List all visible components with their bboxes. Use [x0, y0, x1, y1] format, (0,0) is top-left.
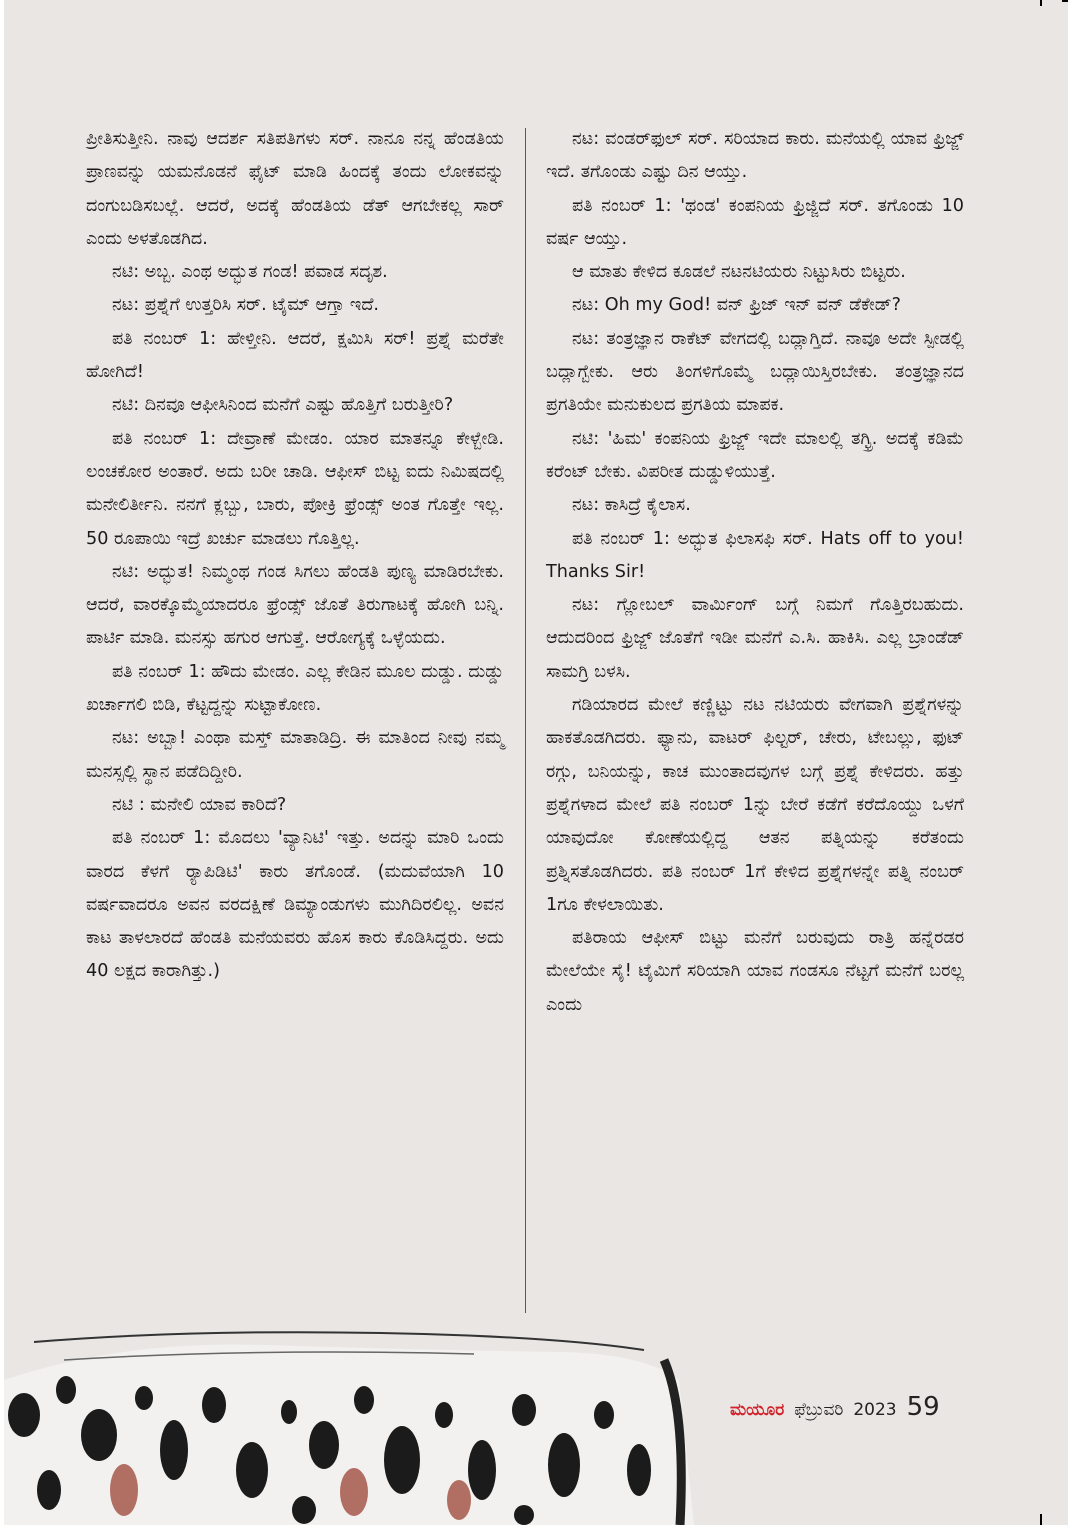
right-text-column — [546, 123, 964, 1022]
paragraph: ನಟ: Oh my God! ವನ್ ಫ್ರಿಜ್ ಇನ್ ವನ್ ಡೆಕೇಡ್? — [572, 295, 902, 316]
paragraph: ಗಡಿಯಾರದ ಮೇಲೆ ಕಣ್ಣಿಟ್ಟು ನಟ ನಟಿಯರು ವೇಗವಾಗಿ ಪ್ರಶ್ನೆಗಳನ್ನು ಹಾಕತೊಡಗಿದರು. ಫ್ಯಾನು, ವಾಟರ್ ಫಿಲ್ಟರ್, ಚೇರು, ಟೇಬಲ್ಲು, ಫುಟ್ ರಗ್ಗು, ಬನಿಯನ್ನು, ಕಾಚ ಮುಂತಾದವುಗಳ ಬಗ್ಗೆ ಪ್ರಶ್ನೆ ಕೇಳಿದರು. ಹತ್ತು ಪ್ರಶ್ನೆಗಳಾದ ಮೇಲೆ ಪತಿ ನಂಬರ್ 1ನ್ನು ಬೇರೆ ಕಡೆಗೆ ಕರೆದೊಯ್ದು ಒಳಗೆ ಯಾವುದೋ ಕೋಣೆಯಲ್ಲಿದ್ದ ಆತನ ಪತ್ನಿಯನ್ನು ಕರೆತಂದು ಪ್ರಶ್ನಿಸತೊಡಗಿದರು. ಪತಿ ನಂಬರ್ 1ಗೆ ಕೇಳಿದ ಪ್ರಶ್ನೆಗಳನ್ನೇ ಪತ್ನಿ ನಂಬರ್ 1ಗೂ ಕೇಳಲಾಯಿತು. — [546, 695, 964, 915]
page-footer — [730, 1392, 940, 1428]
paragraph: ನಟಿ: 'ಹಿಮ' ಕಂಪನಿಯ ಫ್ರಿಜ್ಜ್ ಇದೇ ಮಾಲಲ್ಲಿ ತಗ್ಳ್ರಿ. ಅದಕ್ಕೆ ಕಡಿಮೆ ಕರೆಂಟ್ ಬೇಕು. ವಿಪರೀತ ದುಡ್ಡುಳಿಯುತ್ತೆ. — [546, 428, 964, 482]
paragraph: ನಟಿ : ಮನೇಲಿ ಯಾವ ಕಾರಿದೆ? — [112, 794, 287, 815]
paragraph: ನಟಿ: ದಿನವೂ ಆಫೀಸಿನಿಂದ ಮನೆಗೆ ಎಷ್ಟು ಹೊತ್ತಿಗೆ ಬರುತ್ತೀರಿ? — [112, 395, 454, 416]
page-number: 59 — [906, 1392, 940, 1422]
magazine-name: ಮಯೂರ — [730, 1400, 785, 1420]
crop-mark — [1040, 0, 1042, 6]
paragraph: ನಟ: ಕಾಸಿದ್ರೆ ಕೈಲಾಸ. — [572, 495, 691, 516]
paragraph: ಪತಿ ನಂಬರ್ 1: ಹೇಳ್ತೀನಿ. ಆದರೆ, ಕ್ಷಮಿಸಿ ಸರ್! ಪ್ರಶ್ನೆ ಮರೆತೇ ಹೋಗಿದೆ! — [86, 328, 504, 383]
paragraph: ಪತಿ ನಂಬರ್ 1: ದೇವ್ರಾಣೆ ಮೇಡಂ. ಯಾರ ಮಾತನ್ನೂ ಕೇಳ್ಬೇಡಿ. ಲಂಚಕೋರ ಅಂತಾರೆ. ಅದು ಬರೀ ಚಾಡಿ. ಆಫೀಸ್ ಬಿಟ್ಟ ಐದು ನಿಮಿಷದಲ್ಲಿ ಮನೇಲಿರ್ತೀನಿ. ನನಗೆ ಕ್ಲಬ್ಬು, ಬಾರು, ಪೋಕ್ರಿ ಫ್ರೆಂಡ್ಸ್ ಅಂತ ಗೊತ್ತೇ ಇಲ್ಲ. 50 ರೂಪಾಯಿ ಇದ್ರೆ ಖರ್ಚು ಮಾಡಲು ಗೊತ್ತಿಲ್ಲ. — [86, 428, 504, 549]
magazine-page — [4, 0, 1068, 1525]
paragraph: ನಟ: ಅಬ್ಬಾ! ಎಂಥಾ ಮಸ್ತ್ ಮಾತಾಡಿದ್ರಿ. ಈ ಮಾತಿಂದ ನೀವು ನಮ್ಮ ಮನಸ್ಸಲ್ಲಿ ಸ್ಥಾನ ಪಡೆದಿದ್ದೀರಿ. — [86, 728, 504, 782]
paragraph: ಪತಿ ನಂಬರ್ 1: ಮೊದಲು 'ವ್ಯಾನಿಟಿ' ಇತ್ತು. ಅದನ್ನು ಮಾರಿ ಒಂದು ವಾರದ ಕೆಳಗೆ ರ‍್ಯಾಪಿಡಿಟಿ' ಕಾರು ತಗೊಂಡೆ. (ಮದುವೆಯಾಗಿ 10 ವರ್ಷವಾದರೂ ಅವನ ವರದಕ್ಷಿಣೆ ಡಿಮ್ಯಾಂಡುಗಳು ಮುಗಿದಿರಲಿಲ್ಲ. ಅವನ ಕಾಟ ತಾಳಲಾರದೆ ಹೆಂಡತಿ ಮನೆಯವರು ಹೊಸ ಕಾರು ಕೊಡಿಸಿದ್ದರು. ಅದು 40 ಲಕ್ಷದ ಕಾರಾಗಿತ್ತು.) — [86, 828, 504, 982]
paragraph: ನಟ: ಗ್ಲೋಬಲ್ ವಾರ್ಮಿಂಗ್ ಬಗ್ಗೆ ನಿಮಗೆ ಗೊತ್ತಿರಬಹುದು. ಆದುದರಿಂದ ಫ್ರಿಜ್ಜ್ ಜೊತೆಗೆ ಇಡೀ ಮನೆಗೆ ಎ.ಸಿ. ಹಾಕಿಸಿ. ಎಲ್ಲ ಬ್ರಾಂಡೆಡ್ ಸಾಮಗ್ರಿ ಬಳಸಿ. — [546, 595, 964, 682]
paragraph: ಪತಿ ನಂಬರ್ 1: ಅದ್ಭುತ ಫಿಲಾಸಫಿ ಸರ್. Hats off to you! Thanks Sir! — [546, 528, 964, 582]
paragraph: ನಟ: ಪ್ರಶ್ನೆಗೆ ಉತ್ತರಿಸಿ ಸರ್. ಟೈಮ್ ಆಗ್ತಾ ಇದೆ. — [112, 295, 379, 316]
paragraph: ಪತಿರಾಯ ಆಫೀಸ್ ಬಿಟ್ಟು ಮನೆಗೆ ಬರುವುದು ರಾತ್ರಿ ಹನ್ನೆರಡರ ಮೇಲೆಯೇ ಸೈ! ಟೈಮಿಗೆ ಸರಿಯಾಗಿ ಯಾವ ಗಂಡಸೂ ನೆಟ್ಟಗೆ ಮನೆಗೆ ಬರಲ್ಲ ಎಂದು — [546, 928, 964, 1015]
paragraph: ನಟ: ತಂತ್ರಜ್ಞಾನ ರಾಕೆಟ್ ವೇಗದಲ್ಲಿ ಬದ್ಲಾಗ್ತಿದೆ. ನಾವೂ ಅದೇ ಸ್ಪೀಡಲ್ಲಿ ಬದ್ಲಾಗ್ಬೇಕು. ಆರು ತಿಂಗಳಿಗೊಮ್ಮೆ ಬದ್ಲಾಯಿಸ್ತಿರಬೇಕು. ತಂತ್ರಜ್ಞಾನದ ಪ್ರಗತಿಯೇ ಮನುಕುಲದ ಪ್ರಗತಿಯ ಮಾಪಕ. — [546, 328, 964, 416]
issue-month: ಫೆಬ್ರುವರಿ — [794, 1400, 844, 1420]
paragraph: ಆ ಮಾತು ಕೇಳಿದ ಕೂಡಲೆ ನಟನಟಿಯರು ನಿಟ್ಟುಸಿರು ಬಿಟ್ಟರು. — [572, 262, 906, 283]
paragraph: ಪತಿ ನಂಬರ್ 1: 'ಥಂಡ' ಕಂಪನಿಯ ಫ್ರಿಜ್ಜಿದೆ ಸರ್. ತಗೊಂಡು 10 ವರ್ಷ ಆಯ್ತು. — [546, 195, 964, 249]
paragraph: ಪ್ರೀತಿಸುತ್ತೀನಿ. ನಾವು ಆದರ್ಶ ಸತಿಪತಿಗಳು ಸರ್. ನಾನೂ ನನ್ನ ಹೆಂಡತಿಯ ಪ್ರಾಣವನ್ನು ಯಮನೊಡನೆ ಫೈಟ್ ಮಾಡಿ ಹಿಂದಕ್ಕೆ ತಂದು ಲೋಕವನ್ನು ದಂಗುಬಡಿಸಬಲ್ಲೆ. ಆದರೆ, ಅದಕ್ಕೆ ಹೆಂಡತಿಯ ಡೆತ್ ಆಗಬೇಕಲ್ಲ ಸಾರ್ ಎಂದು ಅಳತೊಡಗಿದ. — [86, 129, 504, 249]
paragraph: ನಟಿ: ಅಬ್ಬ. ಎಂಥ ಅದ್ಭುತ ಗಂಡ! ಪವಾಡ ಸದೃಶ. — [112, 262, 388, 283]
issue-year: 2023 — [853, 1400, 897, 1420]
watercolor-illustration — [4, 1320, 704, 1525]
column-divider — [525, 128, 526, 1313]
paragraph: ನಟಿ: ಅದ್ಭುತ! ನಿಮ್ಮಂಥ ಗಂಡ ಸಿಗಲು ಹೆಂಡತಿ ಪುಣ್ಯ ಮಾಡಿರಬೇಕು. ಆದರೆ, ವಾರಕ್ಕೊಮ್ಮೆಯಾದರೂ ಫ್ರೆಂಡ್ಸ್ ಜೊತೆ ತಿರುಗಾಟಕ್ಕೆ ಹೋಗಿ ಬನ್ನಿ. ಪಾರ್ಟಿ ಮಾಡಿ. ಮನಸ್ಸು ಹಗುರ ಆಗುತ್ತೆ. ಆರೋಗ್ಯಕ್ಕೆ ಒಳ್ಳೆಯದು. — [86, 561, 504, 649]
left-text-column — [86, 123, 504, 989]
crop-mark — [1062, 0, 1068, 2]
crop-mark — [1040, 1514, 1042, 1525]
paragraph: ನಟ: ವಂಡರ್‌ಫುಲ್ ಸರ್. ಸರಿಯಾದ ಕಾರು. ಮನೆಯಲ್ಲಿ ಯಾವ ಫ್ರಿಜ್ಜ್ ಇದೆ. ತಗೊಂಡು ಎಷ್ಟು ದಿನ ಆಯ್ತು. — [546, 129, 964, 183]
paragraph: ಪತಿ ನಂಬರ್ 1: ಹೌದು ಮೇಡಂ. ಎಲ್ಲ ಕೇಡಿನ ಮೂಲ ದುಡ್ಡು. ದುಡ್ಡು ಖರ್ಚಾಗಲಿ ಬಿಡಿ, ಕೆಟ್ಟದ್ದನ್ನು ಸುಟ್ಟಾಕೋಣ. — [86, 661, 504, 716]
